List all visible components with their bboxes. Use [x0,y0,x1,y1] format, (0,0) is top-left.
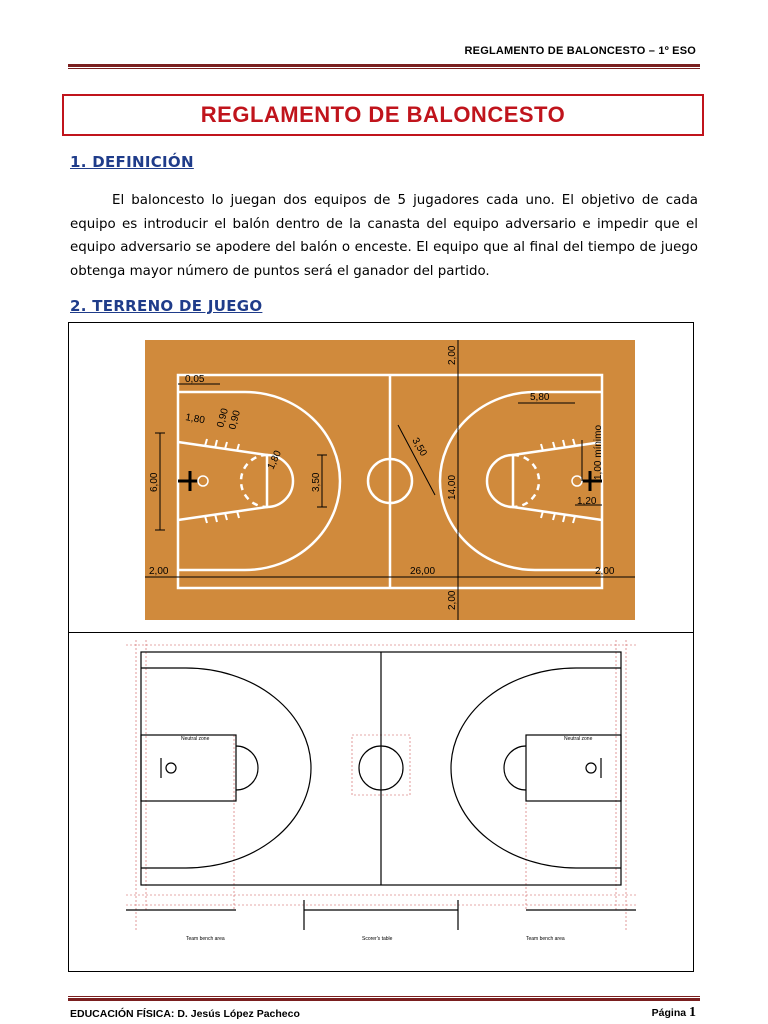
neutral-zone-right: Neutral zone [564,736,593,742]
dim-1400: 14,00 [447,474,458,500]
scorers-table: Scorer's table [362,936,393,942]
section-heading-definicion: 1. DEFINICIÓN [70,153,194,171]
dim-005: 0,05 [185,374,205,385]
court-diagram-dimensions [145,340,635,620]
dim-350b: 3,50 [409,436,429,459]
footer-page [652,1005,696,1021]
dim-200-left: 2,00 [149,566,169,577]
dim-600: 6,00 [149,472,160,492]
running-header: REGLAMENTO DE BALONCESTO – 1º ESO [464,45,696,57]
page-label: Página [651,1007,687,1019]
dim-2600: 26,00 [410,566,436,577]
section-heading-terreno: 2. TERRENO DE JUEGO [70,297,263,315]
header-rule [68,64,700,69]
dim-120: 1,20 [577,496,597,507]
dim-200-top: 2,00 [447,345,458,365]
dim-580: 5,80 [530,392,550,403]
footer-author: EDUCACIÓN FÍSICA: D. Jesús López Pacheco [70,1008,300,1020]
team-bench-left: Team bench area [186,936,225,942]
dim-180b: 1,80 [265,448,284,472]
court-diagram-fiba [126,640,636,945]
dim-180a: 1,80 [184,412,206,427]
definition-paragraph [70,189,698,283]
figure-divider [68,632,694,633]
dim-090b: 0,90 [227,409,243,431]
dim-200-right: 2,00 [595,566,615,577]
page-number: 1 [689,1005,696,1020]
team-bench-right: Team bench area [526,936,565,942]
page-title: REGLAMENTO DE BALONCESTO [200,102,566,127]
title-box [62,94,704,136]
definition-text: El baloncesto lo juegan dos equipos de 5 jugadores cada uno. El objetivo de cada equipo es introducir el balón dentro de la canasta del equipo adversario e impedir que el equipo adversario se apodere del balón o enceste. El equipo que al final del tiempo de juego obtenga mayor número de puntos será el ganador del partido. [70,193,698,279]
dim-090a: 0,90 [215,407,231,429]
dim-200-bottom: 2,00 [447,590,458,610]
dim-100min: 1,00 mínimo [593,424,604,480]
neutral-zone-left: Neutral zone [181,736,210,742]
dim-350a: 3,50 [311,472,322,492]
footer-rule [68,996,700,1001]
